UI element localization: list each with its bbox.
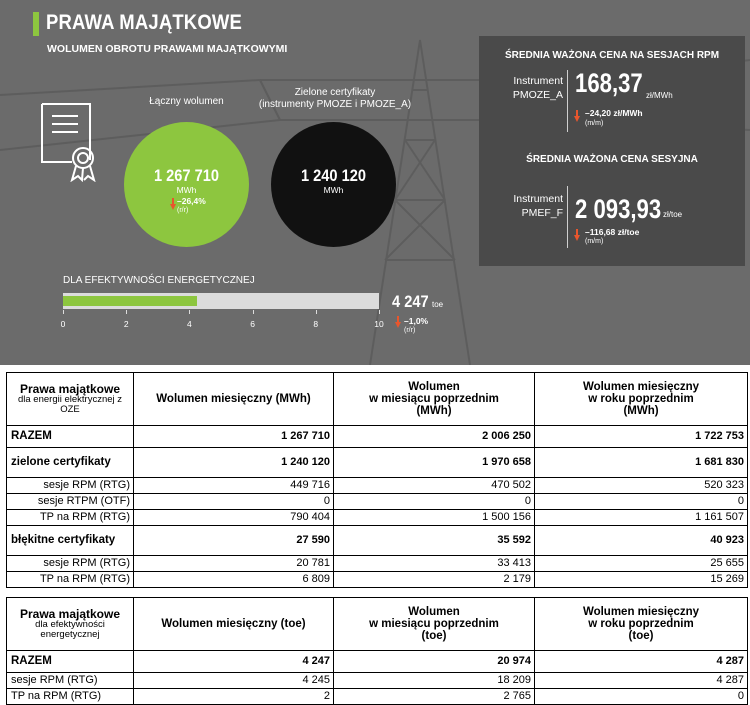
instrument-2-line1: Instrument — [513, 193, 563, 205]
table-row: TP na RPM (RTG) 2 2 765 0 — [7, 689, 748, 705]
axis-tick-mark — [63, 310, 64, 314]
down-arrow-head-icon — [395, 322, 401, 328]
table-row: sesje RPM (RTG) 4 245 18 209 4 287 — [7, 673, 748, 689]
header-cell: Wolumen miesięczny (toe) — [134, 598, 334, 651]
axis-tick-mark — [379, 310, 380, 314]
table-row: sesje RPM (RTG) 20 781 33 413 25 655 — [7, 556, 748, 572]
certificate-icon — [38, 100, 100, 182]
table-row: błękitne certyfikaty 27 590 35 592 40 923 — [7, 526, 748, 556]
price-2-unit: zł/toe — [663, 210, 683, 219]
axis-tick-label: 10 — [374, 319, 384, 329]
table-header-row — [7, 373, 748, 426]
price-1-change-note: (m/m) — [585, 120, 604, 127]
axis-tick-label: 2 — [123, 319, 129, 329]
oze-rights-table — [6, 372, 748, 588]
efficiency-unit: toe — [432, 300, 444, 309]
price-2-change-note: (m/m) — [585, 238, 604, 245]
rpm-panel-title-2: ŚREDNIA WAŻONA CENA SESYJNA — [526, 154, 698, 165]
divider-line — [567, 186, 568, 248]
instrument-1-line2: PMOZE_A — [512, 88, 563, 101]
axis-tick-mark — [253, 310, 254, 314]
total-volume-label: Łączny wolumen — [149, 96, 224, 107]
rpm-price-panel — [479, 36, 745, 266]
page-subtitle: WOLUMEN OBROTU PRAWAMI MAJĄTKOWYMI — [47, 43, 288, 55]
efficiency-bar-track — [63, 293, 379, 309]
total-volume-unit: MWh — [176, 185, 197, 195]
axis-tick-label: 0 — [60, 319, 66, 329]
green-certs-label-line1: Zielone certyfikaty — [294, 87, 376, 98]
total-volume-change-note: (r/r) — [177, 207, 189, 214]
green-certs-label-line2: (instrumenty PMOZE i PMOZE_A) — [258, 99, 412, 110]
table-row: TP na RPM (RTG) 790 404 1 500 156 1 161 507 — [7, 510, 748, 526]
down-arrow-head-icon — [574, 235, 580, 241]
axis-tick-label: 4 — [187, 319, 192, 329]
efficiency-bar-fill — [63, 296, 197, 306]
down-arrow-head-icon — [574, 116, 580, 122]
green-certs-label — [250, 87, 420, 111]
header-cell: Wolumen miesięczny w roku poprzednim (MWh) — [535, 373, 748, 426]
table-row: TP na RPM (RTG) 6 809 2 179 15 269 — [7, 572, 748, 588]
down-arrow-head-icon — [170, 204, 176, 210]
divider-line — [567, 70, 568, 132]
axis-tick-label: 6 — [250, 319, 255, 329]
page-title: PRAWA MAJĄTKOWE — [46, 11, 243, 34]
table-row: RAZEM 1 267 710 2 006 250 1 722 753 — [7, 426, 748, 448]
efficiency-rights-table — [6, 597, 748, 705]
header-cell: Prawa majątkowe dla efektywności energetycznej — [7, 598, 134, 651]
header-cell: Wolumen w miesiącu poprzednim (MWh) — [334, 373, 535, 426]
instrument-1-line1: Instrument — [513, 75, 563, 87]
header-cell: Wolumen w miesiącu poprzednim (toe) — [334, 598, 535, 651]
header-cell: Prawa majątkowe dla energii elektrycznej z OZE — [7, 373, 134, 426]
title-accent-bar — [33, 12, 39, 36]
green-certs-circle — [271, 122, 396, 247]
price-2-change: –116,68 zł/toe — [585, 227, 640, 237]
efficiency-value: 4 247 — [392, 292, 429, 311]
efficiency-label: DLA EFEKTYWNOŚCI ENERGETYCZNEJ — [63, 275, 255, 286]
price-1-change: –24,20 zł/MWh — [585, 108, 643, 118]
axis-tick-mark — [126, 310, 127, 314]
table-row: zielone certyfikaty 1 240 120 1 970 658 1 681 830 — [7, 448, 748, 478]
table-row: RAZEM 4 247 20 974 4 287 — [7, 651, 748, 673]
instrument-2-line2: PMEF_F — [521, 206, 563, 219]
header-cell: Wolumen miesięczny w roku poprzednim (toe) — [535, 598, 748, 651]
table-row: sesje RPM (RTG) 449 716 470 502 520 323 — [7, 478, 748, 494]
efficiency-change: –1,0% — [404, 316, 429, 326]
table-header-row — [7, 598, 748, 651]
green-certs-value: 1 240 120 — [300, 166, 367, 185]
axis-tick-mark — [189, 310, 190, 314]
table-row: sesje RTPM (OTF) 0 0 0 — [7, 494, 748, 510]
rpm-panel-title-1: ŚREDNIA WAŻONA CENA NA SESJACH RPM — [504, 50, 720, 61]
instrument-1-label — [483, 75, 563, 102]
axis-tick-mark — [316, 310, 317, 314]
price-2-value: 2 093,93 — [575, 194, 662, 224]
header-cell: Wolumen miesięczny (MWh) — [134, 373, 334, 426]
green-certs-unit: MWh — [323, 185, 344, 195]
price-1-unit: zł/MWh — [646, 91, 673, 100]
axis-tick-label: 8 — [313, 319, 319, 329]
efficiency-change-note: (r/r) — [404, 327, 416, 334]
total-volume-change: –26,4% — [177, 196, 206, 206]
total-volume-circle — [124, 122, 249, 247]
total-volume-value: 1 267 710 — [153, 166, 220, 185]
price-1-value: 168,37 — [575, 68, 643, 98]
instrument-2-label — [483, 193, 563, 220]
